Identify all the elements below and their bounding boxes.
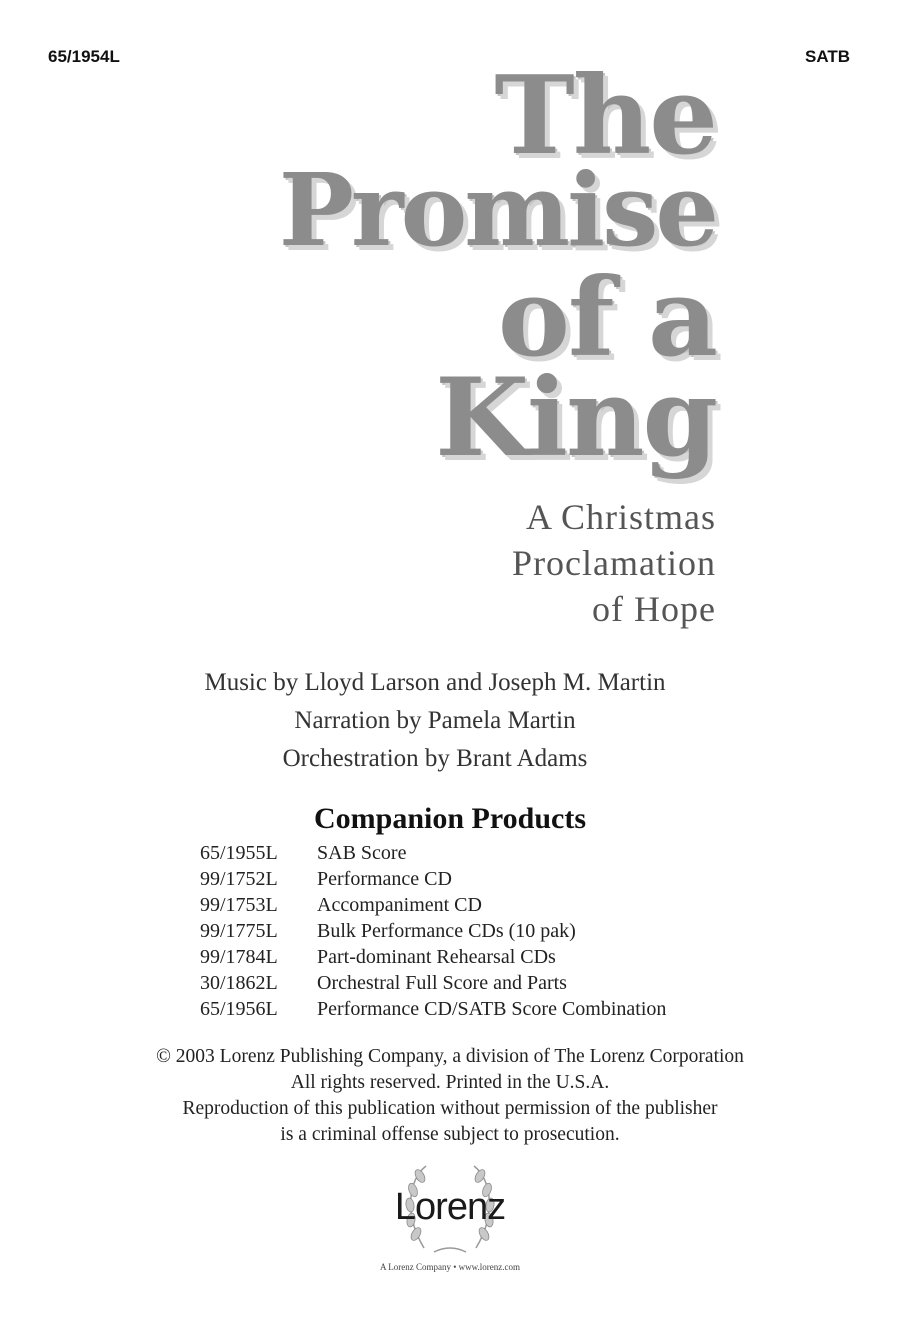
- product-code: 99/1784L: [200, 946, 278, 968]
- companion-products-list: [200, 840, 666, 1022]
- title-line-1: The: [494, 53, 716, 179]
- subtitle-line-1: A Christmas: [525, 497, 716, 537]
- product-code: 30/1862L: [200, 972, 278, 994]
- publisher-tagline: A Lorenz Company • www.lorenz.com: [379, 1262, 521, 1272]
- copyright-line-2: All rights reserved. Printed in the U.S.A.: [290, 1072, 610, 1093]
- credits: [0, 664, 870, 778]
- subtitle-line-3: of Hope: [592, 589, 716, 629]
- product-description: Performance CD: [317, 868, 452, 890]
- product-description: SAB Score: [317, 842, 407, 864]
- title-line-4: King: [435, 355, 716, 481]
- product-code: 65/1955L: [200, 842, 278, 864]
- copyright-line-1: © 2003 Lorenz Publishing Company, a division of The Lorenz Corporation: [156, 1046, 744, 1067]
- product-description: Performance CD/SATB Score Combination: [317, 998, 667, 1020]
- companion-products-heading: Companion Products: [314, 802, 586, 835]
- product-code: 99/1752L: [200, 868, 278, 890]
- product-row: [200, 996, 666, 1022]
- product-description: Accompaniment CD: [317, 894, 482, 916]
- copyright-notice: [0, 1044, 900, 1148]
- narration-credit: Narration by Pamela Martin: [294, 707, 576, 734]
- subtitle-line-2: Proclamation: [512, 543, 716, 583]
- product-row: [200, 840, 666, 866]
- catalog-number: 65/1954L: [48, 47, 120, 66]
- title-line-3: of a: [497, 255, 716, 381]
- orchestration-credit: Orchestration by Brant Adams: [282, 745, 588, 772]
- title-line-2: Promise: [278, 151, 716, 269]
- product-code: 99/1775L: [200, 920, 278, 942]
- copyright-line-4: is a criminal offense subject to prosecution.: [280, 1124, 620, 1145]
- product-code: 65/1956L: [200, 998, 278, 1020]
- product-row: [200, 944, 666, 970]
- subtitle: [512, 494, 716, 632]
- product-description: Part-dominant Rehearsal CDs: [317, 946, 556, 968]
- product-description: Bulk Performance CDs (10 pak): [317, 920, 576, 942]
- product-code: 99/1753L: [200, 894, 278, 916]
- music-credit: Music by Lloyd Larson and Joseph M. Martin: [204, 669, 666, 696]
- voicing-label: SATB: [804, 47, 850, 66]
- product-description: Orchestral Full Score and Parts: [317, 972, 567, 994]
- publisher-logo: Lorenz: [394, 1186, 506, 1228]
- product-row: [200, 970, 666, 996]
- copyright-line-3: Reproduction of this publication without permission of the publisher: [182, 1098, 718, 1119]
- product-row: [200, 892, 666, 918]
- product-row: [200, 918, 666, 944]
- product-row: [200, 866, 666, 892]
